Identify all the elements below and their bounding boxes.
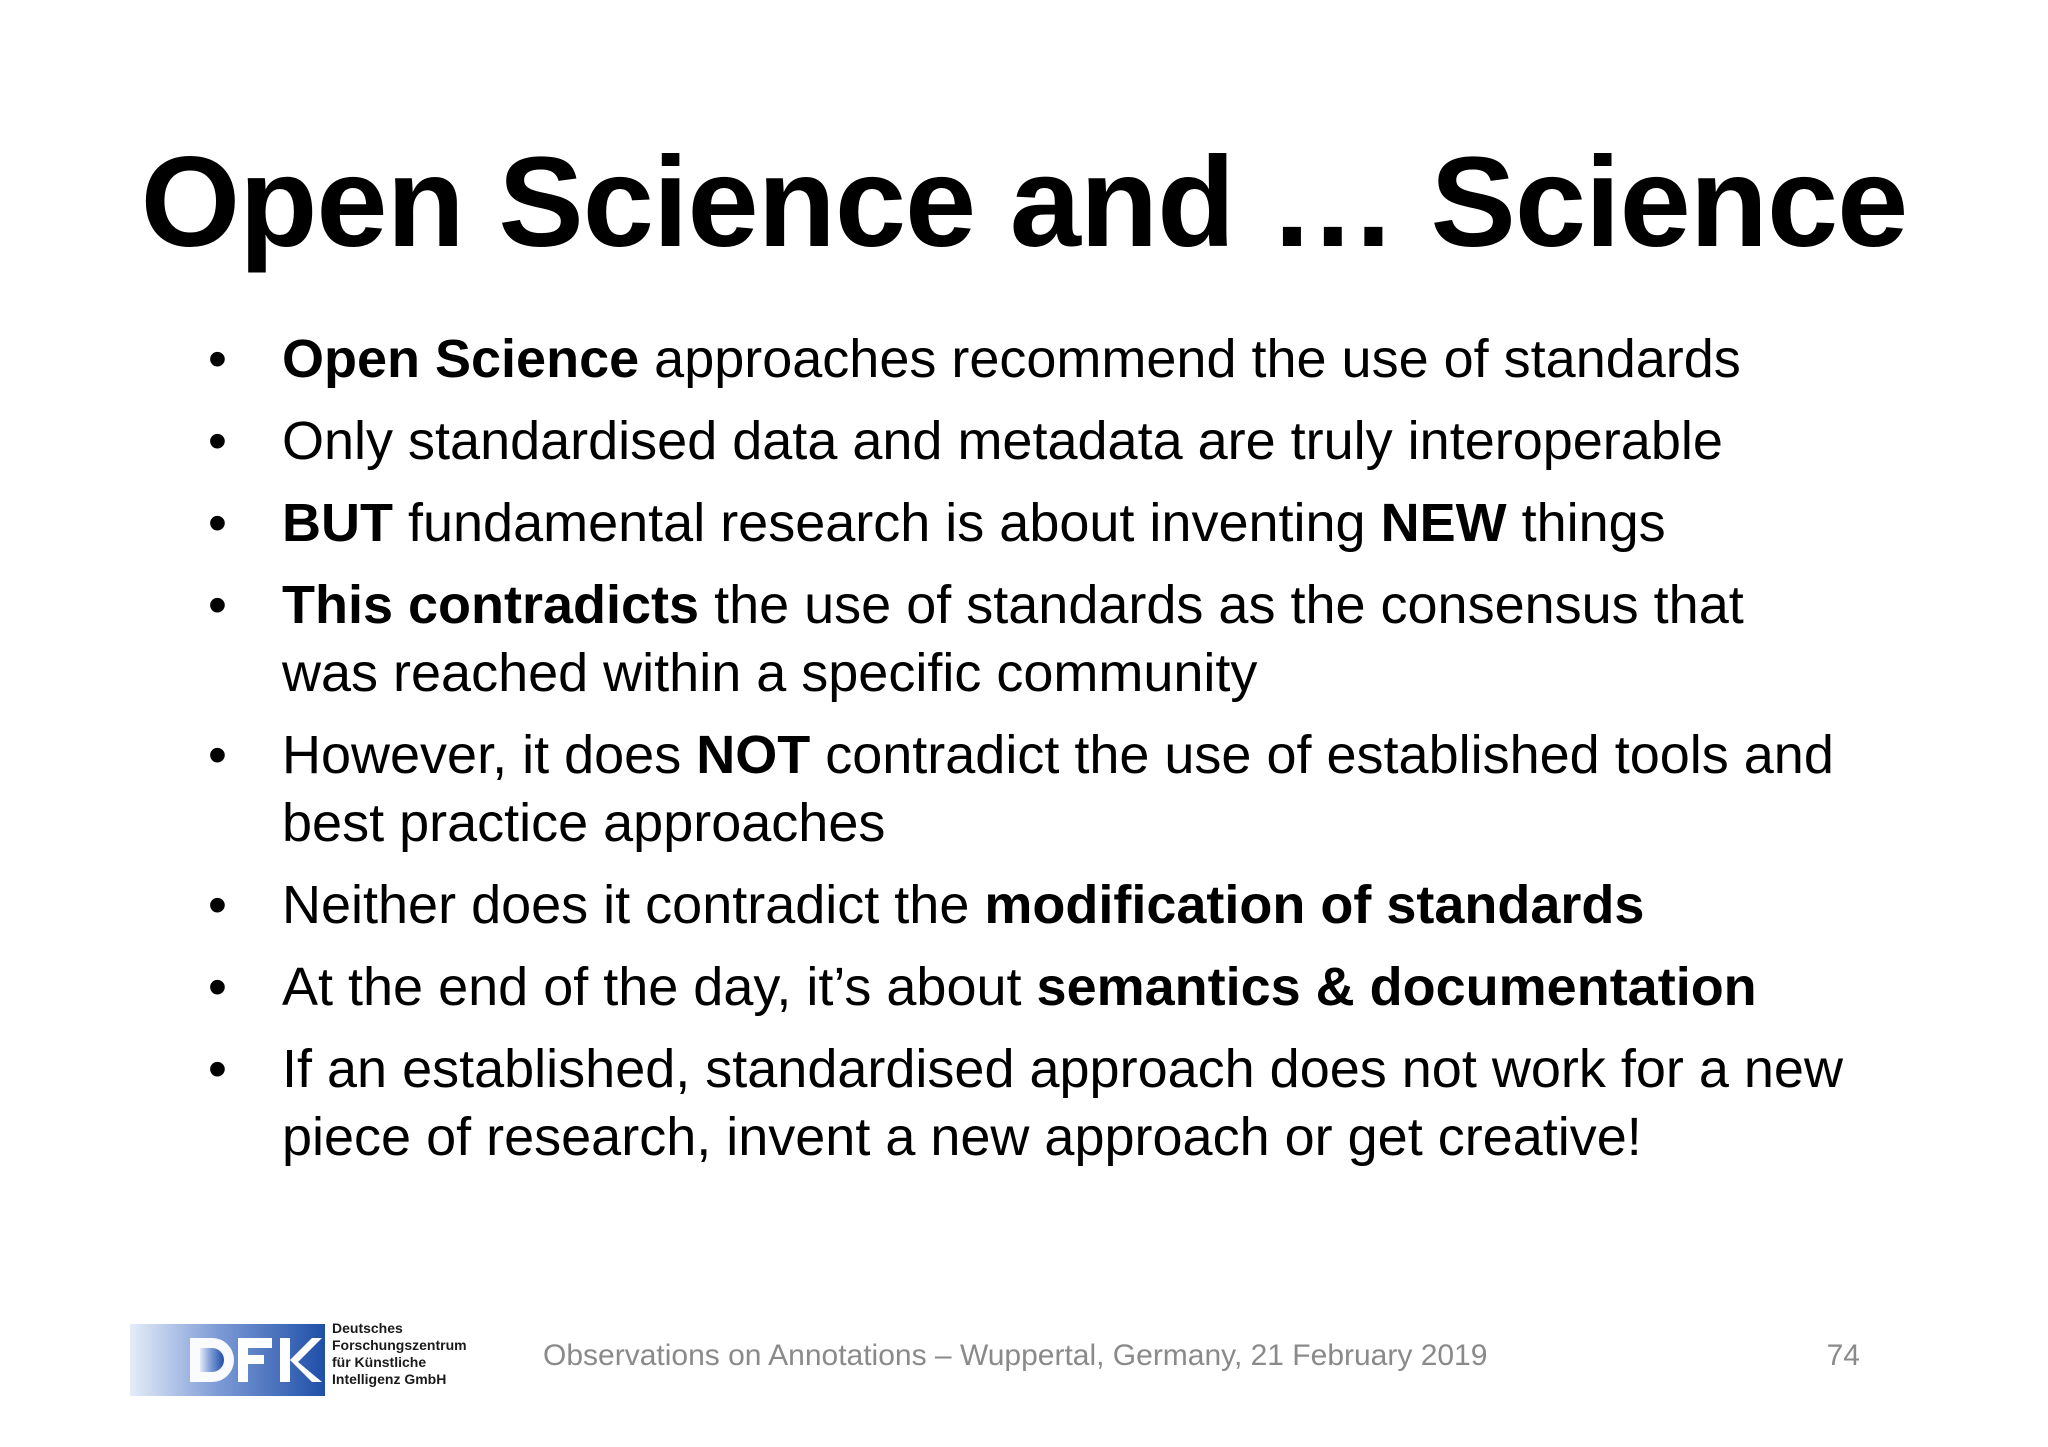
bullet-dot: • bbox=[208, 1039, 227, 1099]
dfki-logo-text bbox=[332, 1320, 502, 1388]
bullet-dot: • bbox=[208, 875, 227, 935]
bullet-text: things bbox=[1506, 493, 1666, 553]
bullet-bold-text: Open Science bbox=[282, 329, 640, 389]
bullet-item bbox=[208, 721, 1848, 857]
bullet-text: contradict the use of established tools and best practice approaches bbox=[282, 725, 1834, 853]
page-number: 74 bbox=[1826, 1339, 1860, 1372]
bullet-item bbox=[208, 407, 1848, 475]
bullet-text: fundamental research is about inventing bbox=[392, 493, 1381, 553]
dfki-logo bbox=[130, 1320, 500, 1400]
bullet-dot: • bbox=[208, 493, 227, 553]
bullet-dot: • bbox=[208, 725, 227, 785]
bullet-dot: • bbox=[208, 575, 227, 635]
bullet-bold-text: NEW bbox=[1380, 493, 1507, 553]
bullet-text: Only standardised data and metadata are truly interoperable bbox=[282, 411, 1723, 471]
slide-title: Open Science and … Science bbox=[140, 131, 1908, 274]
footer-caption: Observations on Annotations – Wuppertal, Germany, 21 February 2019 bbox=[543, 1339, 1488, 1372]
bullet-text: At the end of the day, it’s about bbox=[282, 957, 1037, 1017]
bullet-item bbox=[208, 325, 1848, 393]
dfki-logo-icon bbox=[130, 1324, 325, 1396]
logo-text-line: für Künstliche bbox=[332, 1354, 427, 1370]
bullet-bold-text: modification of standards bbox=[984, 875, 1645, 935]
bullet-text: approaches recommend the use of standards bbox=[639, 329, 1741, 389]
bullet-item bbox=[208, 871, 1848, 939]
bullet-item bbox=[208, 953, 1848, 1021]
bullet-bold-text: BUT bbox=[282, 493, 393, 553]
bullet-bold-text: semantics & documentation bbox=[1036, 957, 1757, 1017]
bullet-bold-text: This contradicts bbox=[282, 575, 700, 635]
logo-text-line: Intelligenz GmbH bbox=[332, 1371, 447, 1387]
bullet-item bbox=[208, 489, 1848, 557]
logo-text-line: Forschungszentrum bbox=[332, 1337, 467, 1353]
logo-text-line: Deutsches bbox=[332, 1320, 403, 1336]
bullet-dot: • bbox=[208, 957, 227, 1017]
bullet-text: If an established, standardised approach does not work for a new piece of research, invent a new approach or get creative! bbox=[282, 1039, 1843, 1167]
bullet-dot: • bbox=[208, 411, 227, 471]
bullet-text: Neither does it contradict the bbox=[282, 875, 985, 935]
bullet-bold-text: NOT bbox=[696, 725, 811, 785]
bullet-item bbox=[208, 571, 1848, 707]
bullet-text: However, it does bbox=[282, 725, 697, 785]
bullet-text: the use of standards as the consensus that was reached within a specific community bbox=[282, 575, 1744, 703]
bullet-dot: • bbox=[208, 329, 227, 389]
bullet-list bbox=[208, 325, 1848, 1185]
bullet-item bbox=[208, 1035, 1848, 1171]
